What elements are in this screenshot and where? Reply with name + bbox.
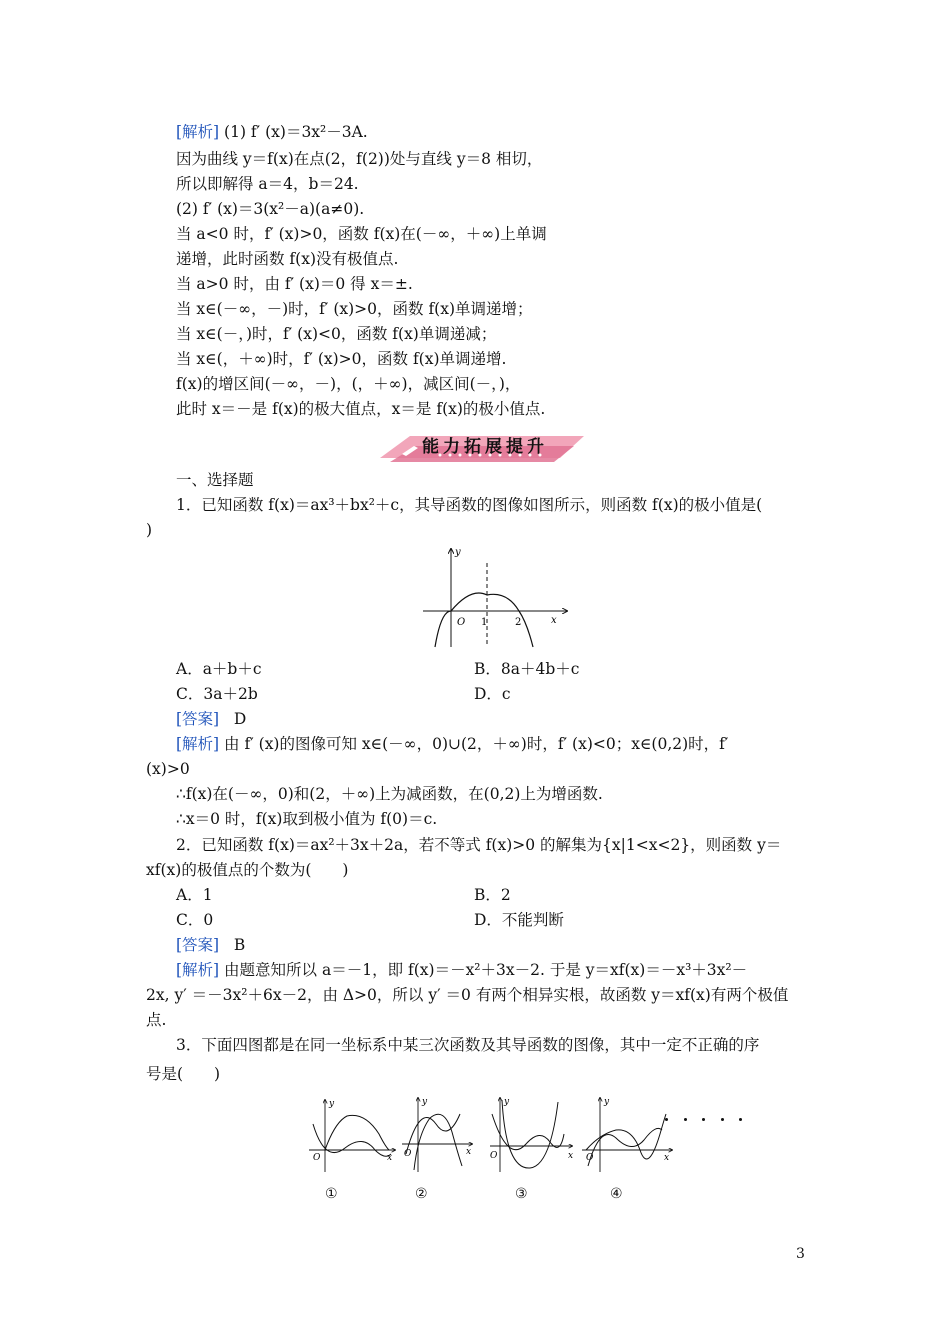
- banner-title: 能力拓展提升: [422, 437, 548, 457]
- svg-text:x: x: [387, 1153, 393, 1163]
- analysis-tag: [解析]: [176, 735, 220, 753]
- analysis-line-5: 当 a<0 时，f′ (x)>0，函数 f(x)在(－∞，＋∞)上单调: [176, 225, 547, 243]
- q1-analysis-line-2: (x)>0: [146, 760, 190, 778]
- q2-answer: B: [233, 936, 246, 954]
- analysis-line-9: 当 x∈(－，)时，f′ (x)<0，函数 f(x)单调递减；: [176, 325, 497, 343]
- page-number: 3: [796, 1246, 805, 1262]
- emphasis-dots: [665, 1106, 777, 1112]
- analysis-line-7: 当 a>0 时，由 f′ (x)＝0 得 x＝±.: [176, 275, 413, 293]
- graph-origin-label: O: [457, 617, 466, 628]
- q1-derivative-graph: [415, 543, 575, 651]
- q2-stem-line-1: 2．已知函数 f(x)＝ax²＋3x＋2a，若不等式 f(x)>0 的解集为{x|1<x<2}，则函数 y＝: [176, 836, 782, 854]
- caption-2: ②: [415, 1186, 428, 1202]
- q1-option-c: C．3a＋2b: [176, 685, 258, 703]
- q1-analysis-line-3: ∴f(x)在(－∞，0)和(2，＋∞)上为减函数，在(0,2)上为增函数.: [176, 785, 603, 803]
- analysis-line-10: 当 x∈(，＋∞)时，f′ (x)>0，函数 f(x)单调递增.: [176, 350, 507, 368]
- graph-1: [309, 1099, 395, 1172]
- q3-graphs: [305, 1094, 680, 1174]
- svg-text:O: O: [313, 1153, 321, 1163]
- analysis-tag: [解析]: [176, 123, 220, 141]
- svg-text:O: O: [404, 1149, 412, 1159]
- caption-1: ①: [325, 1186, 338, 1202]
- q1-option-b: B．8a＋4b＋c: [474, 660, 580, 678]
- analysis-line-2: 因为曲线 y＝f(x)在点(2，f(2))处与直线 y＝8 相切，: [176, 150, 543, 168]
- q1-analysis-line-1: [解析] 由 f′ (x)的图像可知 x∈(－∞，0)∪(2，＋∞)时，f′ (x)<0；x∈(0,2)时，f′: [176, 735, 729, 753]
- svg-text:O: O: [490, 1151, 498, 1161]
- graph-4: [582, 1097, 672, 1172]
- graph-tick-2: 2: [515, 617, 522, 628]
- q1-stem-line-2: ): [146, 521, 153, 539]
- analysis-line-3: 所以即解得 a＝4，b＝24.: [176, 175, 359, 193]
- q1-stem-line-1: 1．已知函数 f(x)＝ax³＋bx²＋c，其导函数的图像如图所示，则函数 f(x)的极小值是(: [176, 496, 763, 514]
- q2-stem-line-2: xf(x)的极值点的个数为( ): [146, 861, 349, 879]
- caption-4: ④: [610, 1186, 623, 1202]
- analysis-line-12: 此时 x＝－是 f(x)的极大值点，x＝是 f(x)的极小值点.: [176, 400, 546, 418]
- q2-option-c: C．0: [176, 911, 214, 929]
- analysis-line-1: [解析] (1) f′ (x)＝3x²－3A.: [176, 123, 368, 141]
- answer-tag: [答案]: [176, 710, 220, 728]
- graph-2: [402, 1097, 472, 1172]
- q1-answer: D: [233, 710, 247, 728]
- q2-answer-line: [176, 935, 245, 955]
- q1-answer-line: [176, 709, 246, 729]
- section-heading: 一、选择题: [176, 471, 254, 489]
- graph-tick-1: 1: [481, 617, 488, 628]
- analysis-line-6: 递增，此时函数 f(x)没有极值点.: [176, 250, 399, 268]
- svg-text:y: y: [504, 1097, 510, 1107]
- q2-option-d: D．不能判断: [474, 911, 564, 929]
- answer-tag: [答案]: [176, 936, 220, 954]
- analysis-tag: [解析]: [176, 961, 220, 979]
- caption-3: ③: [515, 1186, 528, 1202]
- q3-stem-line-1: 3．下面四图都是在同一坐标系中某三次函数及其导函数的图像，其中一定不正确的序: [176, 1036, 760, 1054]
- q2-analysis-line-3: 点.: [146, 1011, 167, 1029]
- q1-option-d: D．c: [474, 685, 511, 703]
- graph-y-label: y: [455, 547, 461, 558]
- graph-3: [490, 1097, 573, 1172]
- svg-text:x: x: [466, 1147, 472, 1157]
- svg-text:O: O: [586, 1153, 594, 1163]
- analysis-line-8: 当 x∈(－∞，－)时，f′ (x)>0，函数 f(x)单调递增；: [176, 300, 533, 318]
- graph-x-label: x: [551, 615, 557, 626]
- svg-text:y: y: [422, 1097, 428, 1107]
- q3-stem-line-2: 号是( ): [146, 1065, 221, 1083]
- q2-option-b: B．2: [474, 886, 511, 904]
- q2-option-a: A．1: [176, 886, 213, 904]
- analysis-line-4: (2) f′ (x)＝3(x²－a)(a≠0).: [176, 200, 365, 218]
- svg-text:x: x: [568, 1151, 574, 1161]
- section-banner: [370, 428, 584, 464]
- svg-text:y: y: [604, 1097, 610, 1107]
- q1-analysis-line-4: ∴x＝0 时，f(x)取到极小值为 f(0)＝c.: [176, 810, 438, 828]
- q2-analysis-line-2: 2x, y′ ＝－3x²＋6x－2，由 Δ>0，所以 y′ ＝0 有两个相异实根，故函数 y＝xf(x)有两个极值: [146, 986, 789, 1004]
- analysis-line-11: f(x)的增区间(－∞，－)，(，＋∞)，减区间(－，)，: [176, 375, 521, 393]
- q1-option-a: A．a＋b＋c: [176, 660, 262, 678]
- q2-analysis-line-1: [解析] 由题意知所以 a＝－1，即 f(x)＝－x²＋3x－2. 于是 y＝xf(x)＝－x³＋3x²－: [176, 961, 748, 979]
- svg-text:x: x: [664, 1153, 670, 1163]
- svg-text:y: y: [329, 1099, 335, 1109]
